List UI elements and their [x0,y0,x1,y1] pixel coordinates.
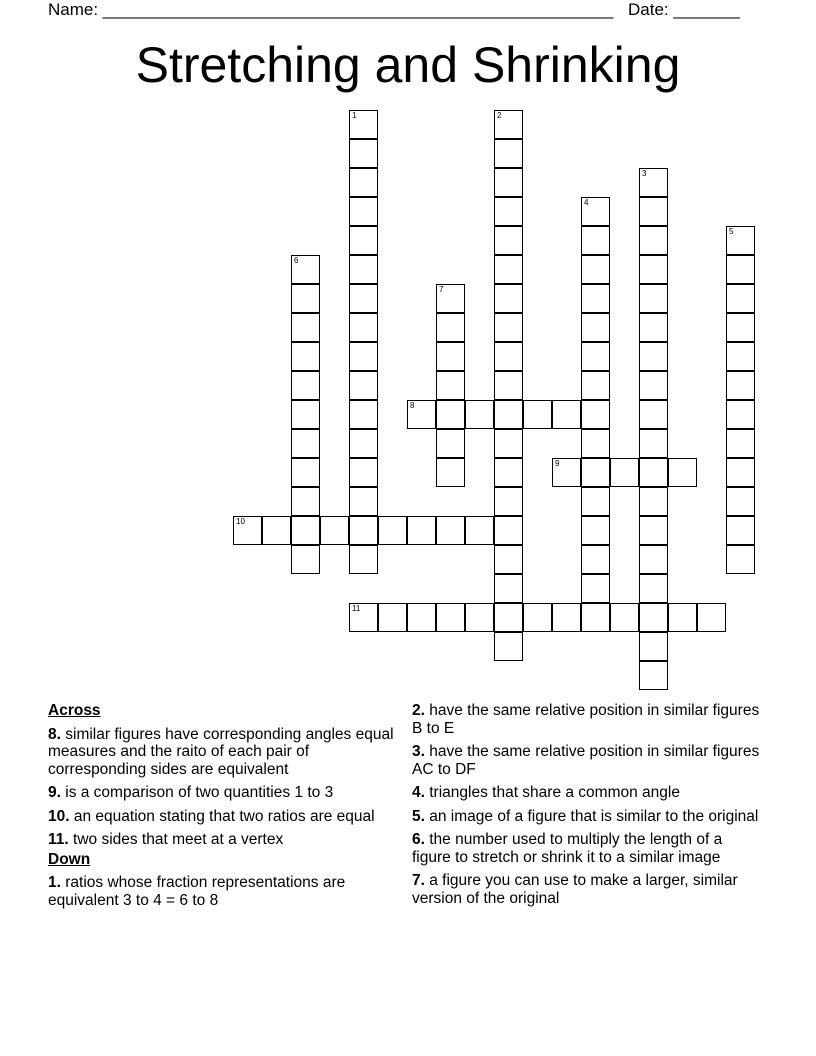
grid-cell[interactable] [639,371,668,400]
grid-cell[interactable] [349,545,378,574]
clue-down-7 [412,872,764,907]
clue-number-label: 9 [555,459,560,468]
grid-cell[interactable] [581,458,610,487]
clue-number-label: 6 [294,256,299,265]
grid-cell[interactable] [639,516,668,545]
grid-cell[interactable] [407,516,436,545]
grid-cell[interactable] [407,400,436,429]
clue-across-9 [48,784,404,802]
clue-number: 9. [48,784,61,801]
grid-cell[interactable] [639,168,668,197]
clue-number-label: 10 [236,517,245,526]
grid-cell[interactable] [349,226,378,255]
clue-down-4 [412,784,764,802]
clue-across-10 [48,808,404,826]
clue-number-label: 4 [584,198,589,207]
grid-cell[interactable] [639,284,668,313]
grid-cell[interactable] [639,197,668,226]
grid-cell[interactable] [291,458,320,487]
clue-number: 6. [412,831,425,848]
grid-cell[interactable] [291,400,320,429]
clue-across-11 [48,831,404,849]
grid-cell[interactable] [436,342,465,371]
grid-cell[interactable] [349,487,378,516]
grid-cell[interactable] [349,429,378,458]
grid-cell[interactable] [407,603,436,632]
clue-number-label: 8 [410,401,415,410]
clue-down-6 [412,831,764,866]
grid-cell[interactable] [349,110,378,139]
clue-down-1 [48,874,404,909]
grid-cell[interactable] [494,429,523,458]
grid-cell[interactable] [349,139,378,168]
clue-number-label: 3 [642,169,647,178]
grid-cell[interactable] [581,226,610,255]
down-heading: Down [48,850,91,868]
grid-cell[interactable] [726,342,755,371]
grid-cell[interactable] [349,342,378,371]
grid-cell[interactable] [581,197,610,226]
clue-text: a figure you can use to make a larger, similar version of the original [412,872,738,907]
grid-cell[interactable] [697,603,726,632]
grid-cell[interactable] [494,458,523,487]
grid-cell[interactable] [610,603,639,632]
grid-cell[interactable] [494,284,523,313]
grid-cell[interactable] [494,632,523,661]
grid-cell[interactable] [581,313,610,342]
clue-number-label: 11 [352,604,361,613]
clue-number: 8. [48,725,61,743]
grid-cell[interactable] [349,371,378,400]
clue-text: an equation stating that two ratios are equal [73,807,375,825]
grid-cell[interactable] [291,284,320,313]
grid-cell[interactable] [726,516,755,545]
grid-cell[interactable] [494,139,523,168]
grid-cell[interactable] [378,603,407,632]
grid-cell[interactable] [726,400,755,429]
grid-cell[interactable] [320,516,349,545]
clue-text: triangles that share a common angle [429,784,680,801]
grid-cell[interactable] [494,110,523,139]
clue-text: two sides that meet at a vertex [73,831,284,848]
grid-cell[interactable] [494,342,523,371]
grid-cell[interactable] [262,516,291,545]
clue-number-label: 7 [439,285,444,294]
clue-across-8 [48,726,404,779]
clue-number: 5. [412,807,425,825]
clue-number: 4. [412,784,425,801]
grid-cell[interactable] [291,255,320,284]
clue-text: have the same relative position in similar figures AC to DF [412,743,760,778]
grid-cell[interactable] [291,429,320,458]
grid-cell[interactable] [436,313,465,342]
grid-cell[interactable] [349,516,378,545]
clue-text: ratios whose fraction representations are equivalent 3 to 4 = 6 to 8 [48,874,346,909]
clue-down-5 [412,808,764,826]
grid-cell[interactable] [726,313,755,342]
clue-down-2 [412,702,764,737]
grid-cell[interactable] [639,661,668,690]
grid-cell[interactable] [233,516,262,545]
grid-cell[interactable] [639,255,668,284]
grid-cell[interactable] [639,603,668,632]
grid-cell[interactable] [378,516,407,545]
clue-number: 2. [412,702,425,719]
grid-cell[interactable] [639,574,668,603]
clue-number: 7. [412,872,425,889]
grid-cell[interactable] [726,429,755,458]
grid-cell[interactable] [581,603,610,632]
grid-cell[interactable] [494,226,523,255]
grid-cell[interactable] [436,603,465,632]
clue-number-label: 2 [497,111,502,120]
grid-cell[interactable] [291,487,320,516]
grid-cell[interactable] [668,458,697,487]
grid-cell[interactable] [494,574,523,603]
grid-cell[interactable] [726,226,755,255]
grid-cell[interactable] [436,429,465,458]
clue-column-left [48,702,404,915]
date-line[interactable]: Date: _______ [628,0,740,19]
grid-cell[interactable] [639,458,668,487]
grid-cell[interactable] [291,371,320,400]
grid-cell[interactable] [581,284,610,313]
grid-cell[interactable] [639,632,668,661]
grid-cell[interactable] [349,168,378,197]
grid-cell[interactable] [494,545,523,574]
grid-cell[interactable] [581,545,610,574]
grid-cell[interactable] [581,255,610,284]
clue-number: 3. [412,743,425,760]
grid-cell[interactable] [610,458,639,487]
grid-cell[interactable] [494,516,523,545]
grid-cell[interactable] [494,255,523,284]
page-title: Stretching and Shrinking [135,37,681,93]
grid-cell[interactable] [349,603,378,632]
clue-text: similar figures have corresponding angles equal measures and the raito of each pair of corresponding sides are equivalent [48,725,394,778]
grid-cell[interactable] [291,516,320,545]
grid-cell[interactable] [436,284,465,313]
grid-cell[interactable] [291,342,320,371]
grid-cell[interactable] [291,545,320,574]
clue-text: the number used to multiply the length of a figure to stretch or shrink it to a similar image [412,831,723,866]
grid-cell[interactable] [494,371,523,400]
grid-cell[interactable] [349,255,378,284]
grid-cell[interactable] [726,487,755,516]
clue-text: have the same relative position in similar figures B to E [412,702,760,737]
grid-cell[interactable] [581,487,610,516]
grid-cell[interactable] [639,545,668,574]
grid-cell[interactable] [639,226,668,255]
grid-cell[interactable] [639,342,668,371]
grid-cell[interactable] [552,458,581,487]
grid-cell[interactable] [349,313,378,342]
grid-cell[interactable] [726,255,755,284]
grid-cell[interactable] [726,284,755,313]
grid-cell[interactable] [581,516,610,545]
grid-cell[interactable] [465,516,494,545]
clue-down-3 [412,743,764,778]
grid-cell[interactable] [523,400,552,429]
grid-cell[interactable] [494,603,523,632]
clue-number: 10. [48,807,70,825]
grid-cell[interactable] [639,400,668,429]
grid-cell[interactable] [552,400,581,429]
grid-cell[interactable] [436,458,465,487]
grid-cell[interactable] [581,429,610,458]
grid-cell[interactable] [465,603,494,632]
clue-number: 1. [48,874,61,891]
grid-cell[interactable] [581,342,610,371]
clue-number-label: 5 [729,227,734,236]
grid-cell[interactable] [465,400,494,429]
clue-text: an image of a figure that is similar to the original [429,807,759,825]
grid-cell[interactable] [436,516,465,545]
grid-cell[interactable] [726,371,755,400]
grid-cell[interactable] [639,313,668,342]
grid-cell[interactable] [436,400,465,429]
across-heading: Across [48,702,101,719]
grid-cell[interactable] [349,284,378,313]
grid-cell[interactable] [494,400,523,429]
grid-cell[interactable] [668,603,697,632]
name-line[interactable]: Name: ______________________________________________________ [48,0,614,19]
grid-cell[interactable] [523,603,552,632]
grid-cell[interactable] [349,197,378,226]
clue-text: is a comparison of two quantities 1 to 3 [65,784,334,801]
clue-column-right [412,702,764,913]
grid-cell[interactable] [726,458,755,487]
grid-cell[interactable] [581,371,610,400]
grid-cell[interactable] [639,487,668,516]
grid-cell[interactable] [436,371,465,400]
grid-cell[interactable] [349,458,378,487]
grid-cell[interactable] [581,574,610,603]
grid-cell[interactable] [552,603,581,632]
grid-cell[interactable] [726,545,755,574]
grid-cell[interactable] [581,400,610,429]
grid-cell[interactable] [494,197,523,226]
grid-cell[interactable] [349,400,378,429]
grid-cell[interactable] [291,313,320,342]
grid-cell[interactable] [494,168,523,197]
grid-cell[interactable] [494,487,523,516]
clue-number: 11. [48,831,69,848]
grid-cell[interactable] [639,429,668,458]
grid-cell[interactable] [494,313,523,342]
clue-number-label: 1 [352,111,357,120]
